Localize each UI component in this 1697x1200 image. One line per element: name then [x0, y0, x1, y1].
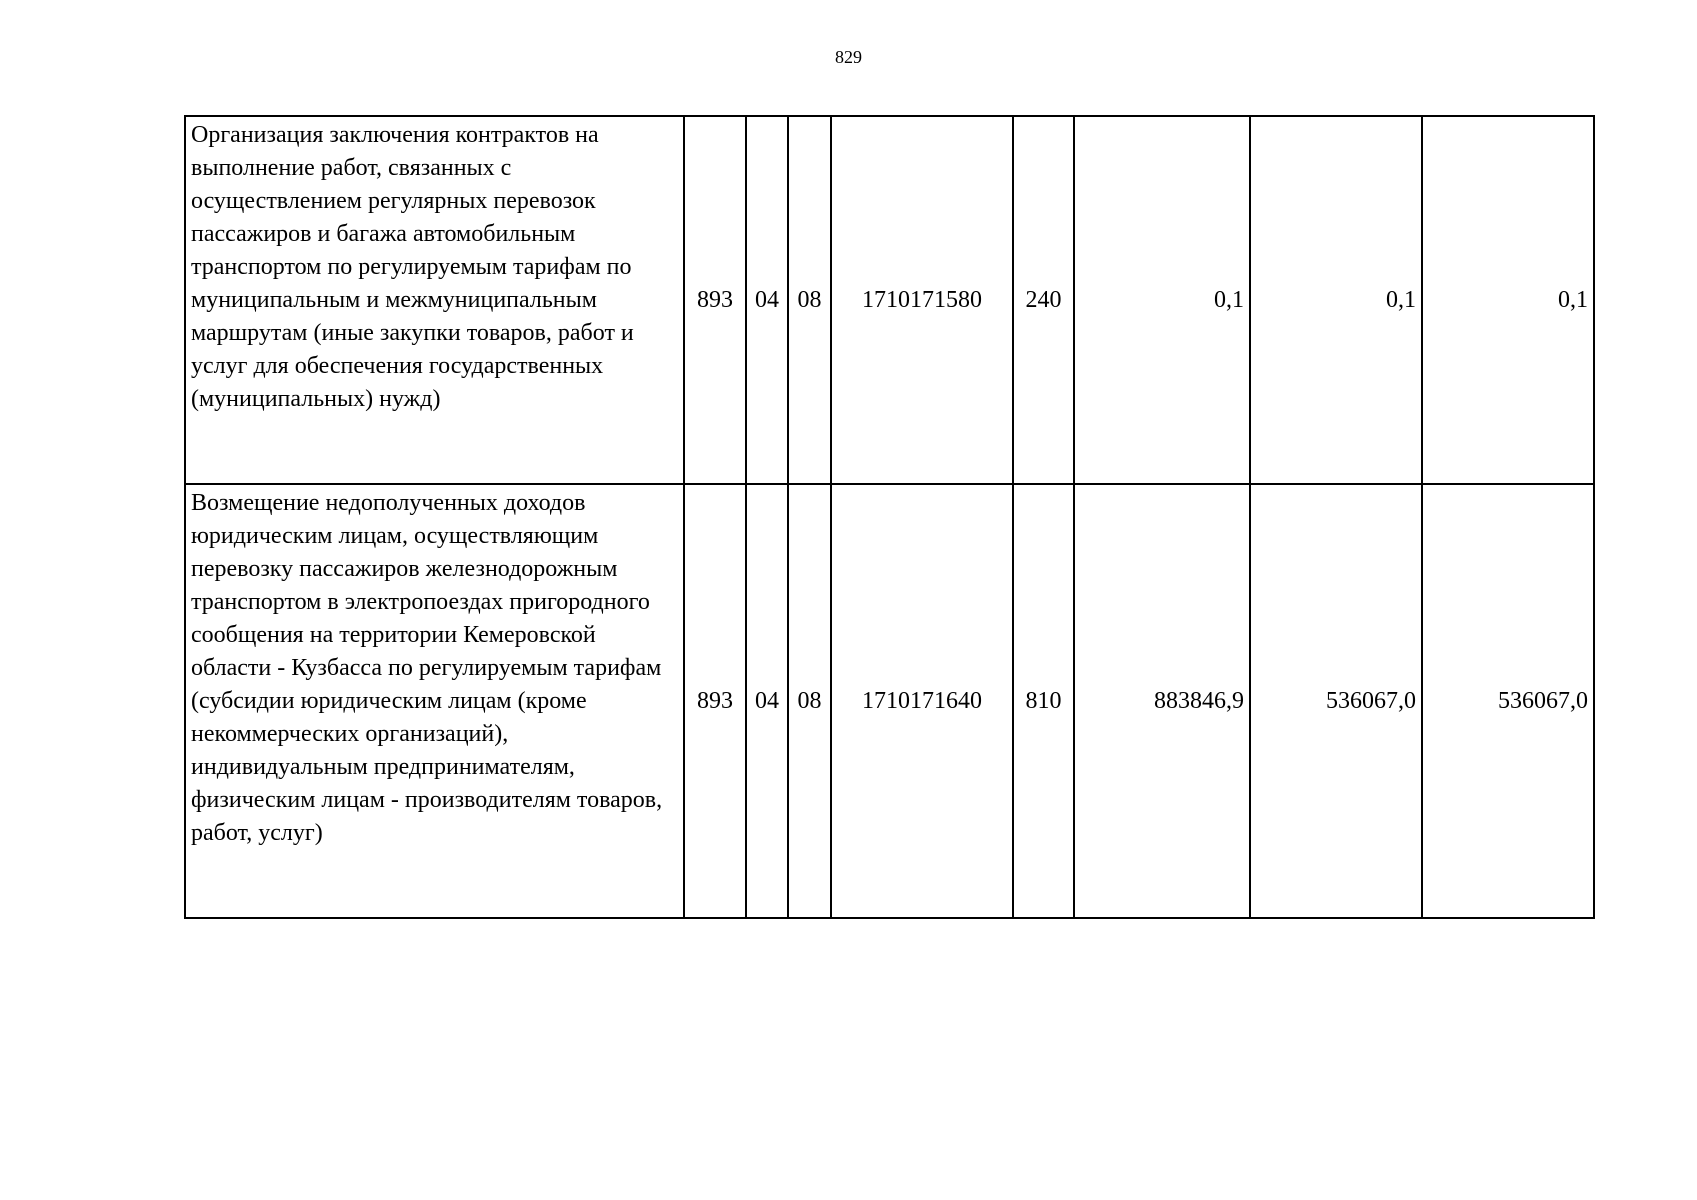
- target-article-code: 1710171580: [831, 116, 1013, 484]
- page-number: 829: [835, 47, 862, 67]
- table-row: [185, 116, 1594, 484]
- target-article-code: 1710171640: [831, 484, 1013, 918]
- amount-2: 0,1: [1250, 116, 1422, 484]
- section-code: 04: [746, 116, 788, 484]
- amount-2: 536067,0: [1250, 484, 1422, 918]
- budget-table: [184, 115, 1595, 919]
- ministry-code: 893: [684, 116, 746, 484]
- row-description: Организация заключения контрактов на выполнение работ, связанных с осуществлением регулярных перевозок пассажиров и багажа автомобильным транспортом по регулируемым тарифам по муниципальным и межмуниципальным маршрутам (иные закупки товаров, работ и услуг для обеспечения государственных (муниципальных) нужд): [185, 116, 684, 484]
- section-code: 04: [746, 484, 788, 918]
- subsection-code: 08: [788, 116, 831, 484]
- expense-type-code: 240: [1013, 116, 1074, 484]
- row-description: Возмещение недополученных доходов юридическим лицам, осуществляющим перевозку пассажиров железнодорожным транспортом в электропоездах пригородного сообщения на территории Кемеровской области - Кузбасса по регулируемым тарифам (субсидии юридическим лицам (кроме некоммерческих организаций), индивидуальным предпринимателям, физическим лицам - производителям товаров, работ, услуг): [185, 484, 684, 918]
- ministry-code: 893: [684, 484, 746, 918]
- table-row: [185, 484, 1594, 918]
- subsection-code: 08: [788, 484, 831, 918]
- amount-1: 883846,9: [1074, 484, 1250, 918]
- amount-3: 0,1: [1422, 116, 1594, 484]
- expense-type-code: 810: [1013, 484, 1074, 918]
- amount-1: 0,1: [1074, 116, 1250, 484]
- amount-3: 536067,0: [1422, 484, 1594, 918]
